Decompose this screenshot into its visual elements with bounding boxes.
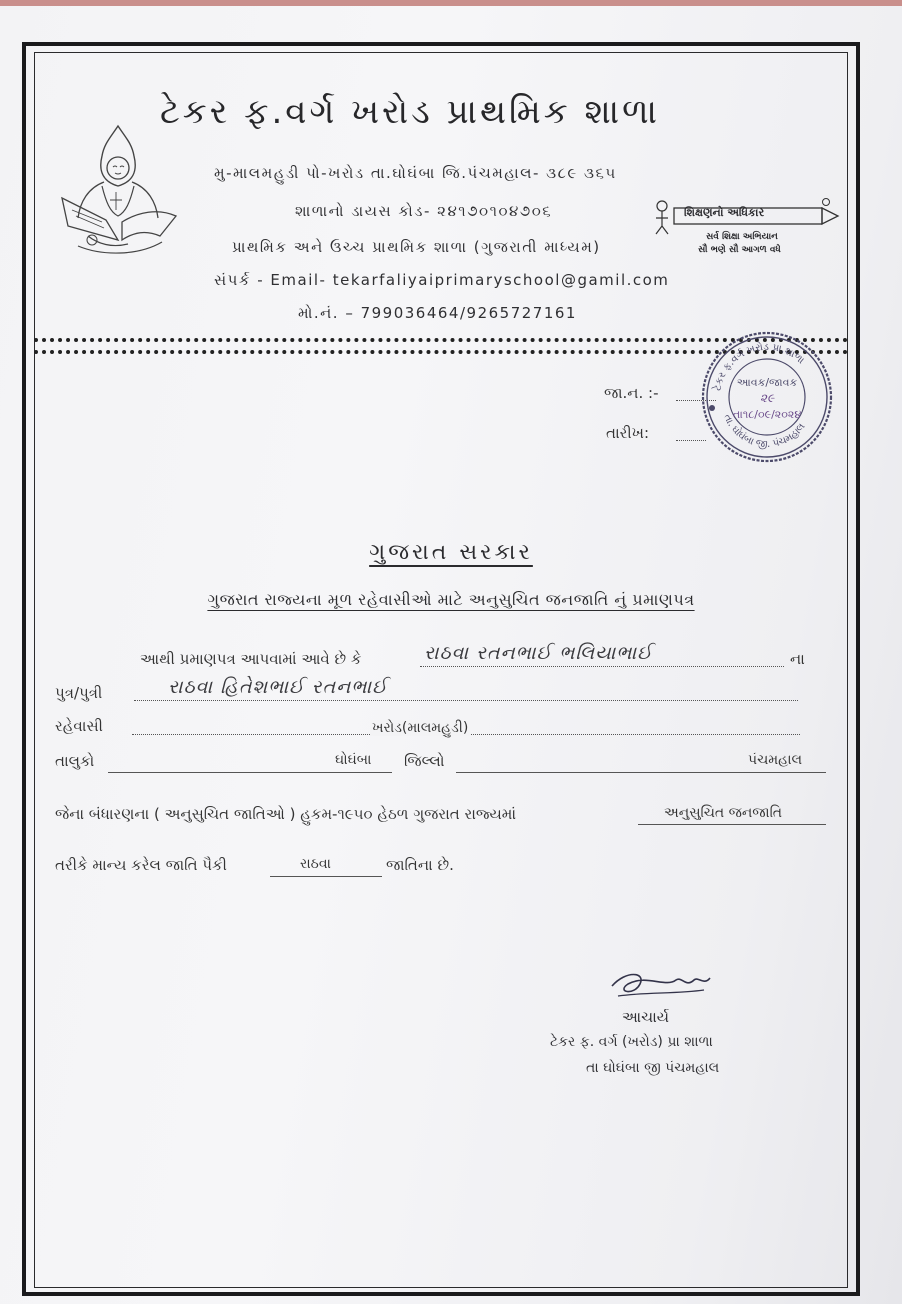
category-value: અનુસુચિત જનજાતિ [664, 805, 783, 821]
stamp-bottom-text: તા. ઘોઘંબા જી. પંચમહાલ [721, 412, 808, 451]
dise-code: શાળાનો ડાયસ કોડ- ૨૪૧૭૦૧૦૪૭૦૬ [295, 202, 553, 220]
school-type: પ્રાથમિક અને ઉચ્ચ પ્રાથમિક શાળા (ગુજરાતી માધ્યમ) [232, 238, 601, 256]
contact-email: સંપર્ક - Email- tekarfaliyaiprimaryschool@gamil.com [214, 271, 670, 289]
ssa-slogan: સૌ ભણે સૌ આગળ વધે [698, 245, 781, 255]
district-line [456, 772, 826, 773]
line6-line [270, 876, 382, 877]
taluka-line [108, 772, 392, 773]
line1-prefix: આથી પ્રમાણપત્ર આપવામાં આવે છે કે [140, 650, 362, 668]
contact-mobile: મો.નં. – 799036464/9265727161 [298, 304, 577, 322]
school-seal-stamp [698, 328, 836, 466]
right-to-education-logo [650, 198, 840, 260]
school-address: મુ-માલમહુડી પો-ખરોડ તા.ઘોઘંબા જિ.પંચમહાલ- ૩૮૯ ૩૬૫ [214, 164, 617, 182]
line1-suffix: ના [790, 650, 805, 668]
signature-school: ટેકર ફ. વર્ગ (ખરોડ) પ્રા શાળા [550, 1034, 713, 1050]
line4-label: તાલુકો [55, 752, 95, 770]
line2-label: પુત્ર/પુત્રી [55, 684, 103, 702]
line5-line [638, 824, 826, 825]
date-label: તારીખ: [606, 424, 650, 442]
certificate-subtitle-text: ગુજરાત રાજ્યના મૂળ રહેવાસીઓ માટે અનુસુચિત જનજાતિ નું પ્રમાણપત્ર [207, 590, 695, 609]
district-label: જિલ્લો [404, 752, 445, 770]
ssa-line: સર્વ શિક્ષા અભિયાન [706, 232, 778, 242]
residence-value: ખરોડ(માલમહુડી) [372, 720, 469, 736]
inward-no-label: જા.ન. :- [604, 384, 659, 402]
principal-signature-icon [606, 966, 716, 1006]
school-name: ટેકર ફ.વર્ગ ખરોડ પ્રાથમિક શાળા [160, 92, 660, 132]
line5-text: જેના બંધારણના ( અનુસુચિત જાતિઓ ) હુકમ-૧૯૫૦ હેઠળ ગુજરાત રાજ્યમાં [55, 805, 517, 823]
stamp-top-text: ટેકર ફ.વર્ગ ખરોડ પ્રા.શાળા [712, 341, 807, 392]
designation: આચાર્ય [622, 1008, 670, 1026]
applicant-name: રાઠવા રતનભાઈ ભલિયાભાઈ [424, 642, 653, 664]
caste-value: રાઠવા [300, 856, 331, 872]
taluka-value: ઘોઘંબા [335, 752, 372, 768]
child-name: રાઠવા હિતેશભાઈ રતનભાઈ [168, 676, 388, 698]
certificate-title [0, 540, 902, 565]
line6-suffix: જાતિના છે. [386, 856, 454, 874]
background-strip [0, 0, 902, 6]
certificate-subtitle [0, 590, 902, 610]
stamp-center-label: આવક/જાવક [736, 376, 798, 389]
signature-location: તા ઘોઘંબા જી પંચમહાલ [586, 1060, 720, 1076]
rte-title: શિક્ષણનો અધિકાર [684, 206, 765, 219]
line1-dotline [420, 666, 784, 667]
line3-label: રહેવાસી [55, 717, 103, 735]
district-value: પંચમહાલ [748, 752, 803, 768]
stamp-number: ૨૯ [759, 391, 775, 405]
saraswati-logo-icon [58, 122, 180, 260]
certificate-title-text: ગુજરાત સરકાર [369, 540, 533, 565]
stamp-date: તા૧૮/૦૯/૨૦૨૪ [732, 408, 802, 421]
line2-dotline [134, 700, 798, 701]
line6-prefix: તરીકે માન્ય કરેલ જાતિ પૈકી [55, 856, 227, 874]
